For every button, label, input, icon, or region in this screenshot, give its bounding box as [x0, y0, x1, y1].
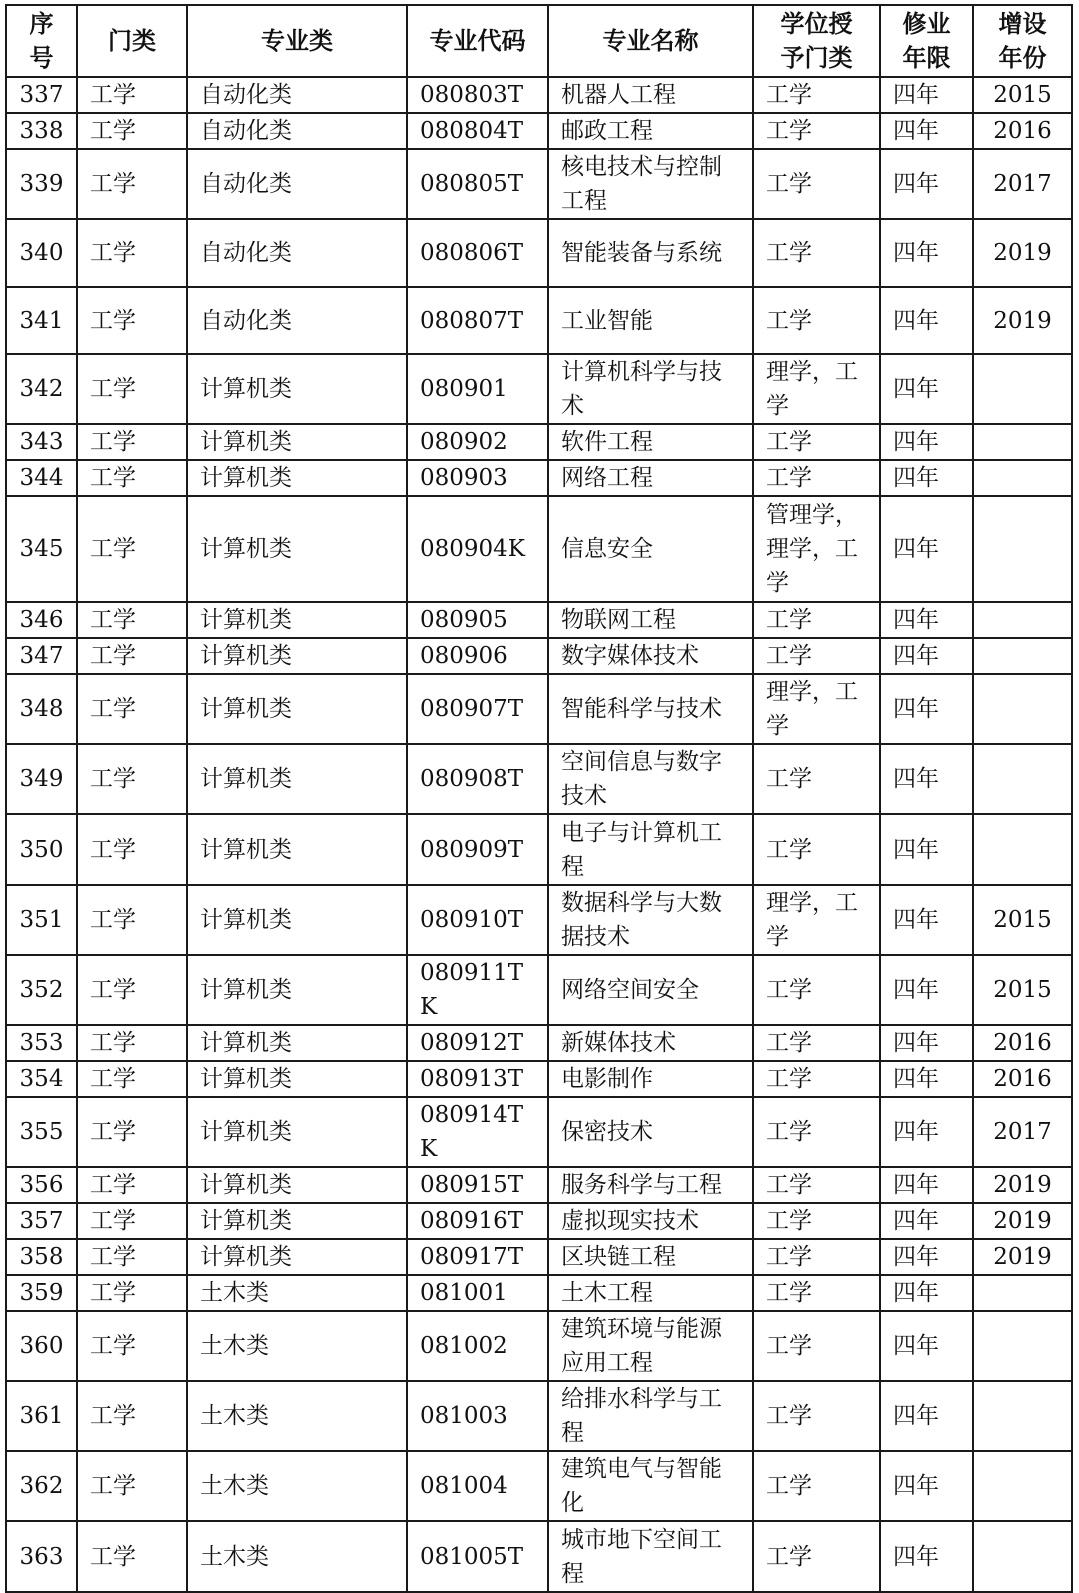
cell-category: 工学	[77, 219, 187, 287]
cell-study-duration: 四年	[880, 674, 973, 744]
cell-major-name: 土木工程	[548, 1275, 753, 1311]
cell-serial-no: 345	[6, 496, 77, 602]
header-major-name: 专业名称	[548, 5, 753, 77]
cell-degree-category: 工学	[753, 287, 880, 354]
cell-year-added: 2017	[973, 149, 1072, 219]
cell-degree-category: 工学	[753, 602, 880, 638]
cell-major-class: 土木类	[187, 1451, 407, 1521]
cell-major-class: 计算机类	[187, 744, 407, 814]
cell-year-added: 2015	[973, 77, 1072, 113]
cell-major-code: 081001	[407, 1275, 548, 1311]
cell-major-name: 数据科学与大数据技术	[548, 885, 753, 955]
cell-major-name: 邮政工程	[548, 113, 753, 149]
cell-major-code: 080913T	[407, 1061, 548, 1097]
cell-year-added	[973, 814, 1072, 885]
cell-major-class: 自动化类	[187, 149, 407, 219]
cell-serial-no: 362	[6, 1451, 77, 1521]
cell-major-code: 080914TK	[407, 1097, 548, 1167]
table-row	[6, 602, 1072, 638]
cell-major-code: 080806T	[407, 219, 548, 287]
cell-category: 工学	[77, 1381, 187, 1451]
table-row	[6, 1239, 1072, 1275]
cell-serial-no: 351	[6, 885, 77, 955]
cell-year-added: 2019	[973, 1203, 1072, 1239]
cell-study-duration: 四年	[880, 1275, 973, 1311]
cell-major-class: 计算机类	[187, 1239, 407, 1275]
cell-serial-no: 356	[6, 1167, 77, 1203]
cell-major-code: 080902	[407, 424, 548, 460]
cell-degree-category: 工学	[753, 1381, 880, 1451]
cell-serial-no: 349	[6, 744, 77, 814]
table-row	[6, 424, 1072, 460]
cell-degree-category: 工学	[753, 424, 880, 460]
cell-major-code: 080910T	[407, 885, 548, 955]
cell-serial-no: 361	[6, 1381, 77, 1451]
cell-major-name: 智能装备与系统	[548, 219, 753, 287]
cell-serial-no: 337	[6, 77, 77, 113]
cell-serial-no: 359	[6, 1275, 77, 1311]
cell-serial-no: 342	[6, 354, 77, 424]
cell-category: 工学	[77, 1061, 187, 1097]
cell-serial-no: 354	[6, 1061, 77, 1097]
cell-major-name: 计算机科学与技术	[548, 354, 753, 424]
cell-serial-no: 353	[6, 1025, 77, 1061]
cell-study-duration: 四年	[880, 354, 973, 424]
cell-degree-category: 工学	[753, 149, 880, 219]
cell-degree-category: 管理学，理学，工学	[753, 496, 880, 602]
cell-major-name: 虚拟现实技术	[548, 1203, 753, 1239]
table-body	[6, 77, 1072, 1592]
table-row	[6, 674, 1072, 744]
cell-study-duration: 四年	[880, 113, 973, 149]
cell-serial-no: 363	[6, 1521, 77, 1592]
cell-major-name: 服务科学与工程	[548, 1167, 753, 1203]
cell-major-name: 区块链工程	[548, 1239, 753, 1275]
cell-year-added: 2015	[973, 955, 1072, 1025]
cell-major-class: 计算机类	[187, 638, 407, 674]
cell-major-class: 计算机类	[187, 1097, 407, 1167]
cell-degree-category: 工学	[753, 638, 880, 674]
table-row	[6, 1167, 1072, 1203]
table-row	[6, 219, 1072, 287]
cell-degree-category: 工学	[753, 113, 880, 149]
cell-study-duration: 四年	[880, 602, 973, 638]
cell-category: 工学	[77, 424, 187, 460]
cell-year-added	[973, 1451, 1072, 1521]
cell-degree-category: 理学，工学	[753, 674, 880, 744]
cell-category: 工学	[77, 1167, 187, 1203]
table-row	[6, 1203, 1072, 1239]
table-row	[6, 955, 1072, 1025]
cell-major-name: 保密技术	[548, 1097, 753, 1167]
cell-category: 工学	[77, 744, 187, 814]
cell-degree-category: 工学	[753, 1025, 880, 1061]
cell-study-duration: 四年	[880, 460, 973, 496]
cell-serial-no: 340	[6, 219, 77, 287]
cell-study-duration: 四年	[880, 1025, 973, 1061]
cell-degree-category: 工学	[753, 1061, 880, 1097]
cell-major-name: 网络空间安全	[548, 955, 753, 1025]
cell-category: 工学	[77, 287, 187, 354]
cell-degree-category: 工学	[753, 1311, 880, 1381]
cell-major-class: 土木类	[187, 1381, 407, 1451]
cell-category: 工学	[77, 77, 187, 113]
cell-major-code: 080903	[407, 460, 548, 496]
cell-category: 工学	[77, 885, 187, 955]
cell-major-class: 土木类	[187, 1275, 407, 1311]
cell-major-name: 核电技术与控制工程	[548, 149, 753, 219]
cell-year-added: 2019	[973, 287, 1072, 354]
cell-study-duration: 四年	[880, 814, 973, 885]
cell-major-class: 计算机类	[187, 354, 407, 424]
cell-serial-no: 355	[6, 1097, 77, 1167]
cell-year-added: 2019	[973, 219, 1072, 287]
cell-year-added: 2016	[973, 113, 1072, 149]
cell-study-duration: 四年	[880, 219, 973, 287]
cell-major-name: 建筑环境与能源应用工程	[548, 1311, 753, 1381]
cell-study-duration: 四年	[880, 1521, 973, 1592]
cell-year-added	[973, 1311, 1072, 1381]
table-row	[6, 1061, 1072, 1097]
cell-major-code: 081002	[407, 1311, 548, 1381]
cell-category: 工学	[77, 1097, 187, 1167]
header-degree-category: 学位授 予门类	[753, 5, 880, 77]
cell-major-code: 080915T	[407, 1167, 548, 1203]
cell-category: 工学	[77, 113, 187, 149]
header-study-duration: 修业 年限	[880, 5, 973, 77]
cell-degree-category: 工学	[753, 1275, 880, 1311]
cell-serial-no: 350	[6, 814, 77, 885]
cell-study-duration: 四年	[880, 1239, 973, 1275]
cell-degree-category: 理学，工学	[753, 354, 880, 424]
cell-major-class: 计算机类	[187, 1061, 407, 1097]
table-row	[6, 460, 1072, 496]
cell-category: 工学	[77, 1025, 187, 1061]
cell-major-class: 自动化类	[187, 219, 407, 287]
cell-study-duration: 四年	[880, 885, 973, 955]
cell-major-class: 计算机类	[187, 1203, 407, 1239]
cell-degree-category: 工学	[753, 1521, 880, 1592]
cell-major-name: 机器人工程	[548, 77, 753, 113]
cell-major-class: 计算机类	[187, 674, 407, 744]
cell-degree-category: 理学，工学	[753, 885, 880, 955]
cell-major-name: 空间信息与数字技术	[548, 744, 753, 814]
cell-major-code: 080912T	[407, 1025, 548, 1061]
cell-major-class: 计算机类	[187, 496, 407, 602]
table-row	[6, 885, 1072, 955]
cell-major-name: 新媒体技术	[548, 1025, 753, 1061]
table-row	[6, 1275, 1072, 1311]
cell-study-duration: 四年	[880, 149, 973, 219]
cell-major-name: 电子与计算机工程	[548, 814, 753, 885]
cell-major-code: 080901	[407, 354, 548, 424]
cell-study-duration: 四年	[880, 287, 973, 354]
cell-year-added	[973, 354, 1072, 424]
cell-year-added: 2016	[973, 1025, 1072, 1061]
cell-major-name: 数字媒体技术	[548, 638, 753, 674]
cell-serial-no: 339	[6, 149, 77, 219]
table-row	[6, 1311, 1072, 1381]
cell-year-added: 2016	[973, 1061, 1072, 1097]
cell-study-duration: 四年	[880, 1061, 973, 1097]
cell-major-code: 080807T	[407, 287, 548, 354]
cell-major-code: 080803T	[407, 77, 548, 113]
header-category: 门类	[77, 5, 187, 77]
cell-study-duration: 四年	[880, 1451, 973, 1521]
cell-serial-no: 358	[6, 1239, 77, 1275]
cell-major-code: 080917T	[407, 1239, 548, 1275]
cell-year-added: 2015	[973, 885, 1072, 955]
table-row	[6, 1451, 1072, 1521]
cell-major-code: 080906	[407, 638, 548, 674]
cell-degree-category: 工学	[753, 1203, 880, 1239]
cell-year-added: 2019	[973, 1239, 1072, 1275]
cell-year-added	[973, 424, 1072, 460]
cell-category: 工学	[77, 496, 187, 602]
cell-serial-no: 360	[6, 1311, 77, 1381]
cell-serial-no: 341	[6, 287, 77, 354]
table-row	[6, 496, 1072, 602]
cell-year-added	[973, 460, 1072, 496]
cell-major-name: 信息安全	[548, 496, 753, 602]
cell-year-added	[973, 1381, 1072, 1451]
cell-major-name: 软件工程	[548, 424, 753, 460]
cell-category: 工学	[77, 674, 187, 744]
cell-degree-category: 工学	[753, 1167, 880, 1203]
cell-category: 工学	[77, 149, 187, 219]
cell-degree-category: 工学	[753, 814, 880, 885]
cell-category: 工学	[77, 1311, 187, 1381]
cell-category: 工学	[77, 460, 187, 496]
cell-major-class: 计算机类	[187, 885, 407, 955]
header-year-added: 增设 年份	[973, 5, 1072, 77]
table-row	[6, 113, 1072, 149]
table-header-row	[6, 5, 1072, 77]
cell-year-added: 2019	[973, 1167, 1072, 1203]
cell-serial-no: 352	[6, 955, 77, 1025]
cell-major-name: 城市地下空间工程	[548, 1521, 753, 1592]
cell-degree-category: 工学	[753, 77, 880, 113]
header-major-class: 专业类	[187, 5, 407, 77]
major-catalog-table	[5, 4, 1073, 1593]
cell-serial-no: 348	[6, 674, 77, 744]
table-row	[6, 744, 1072, 814]
cell-study-duration: 四年	[880, 496, 973, 602]
cell-major-class: 自动化类	[187, 287, 407, 354]
cell-study-duration: 四年	[880, 424, 973, 460]
cell-study-duration: 四年	[880, 1381, 973, 1451]
table-row	[6, 149, 1072, 219]
cell-major-name: 电影制作	[548, 1061, 753, 1097]
cell-major-name: 网络工程	[548, 460, 753, 496]
cell-major-class: 计算机类	[187, 955, 407, 1025]
cell-major-code: 080805T	[407, 149, 548, 219]
cell-major-class: 土木类	[187, 1521, 407, 1592]
cell-degree-category: 工学	[753, 460, 880, 496]
cell-major-code: 080907T	[407, 674, 548, 744]
cell-major-code: 081003	[407, 1381, 548, 1451]
cell-major-class: 土木类	[187, 1311, 407, 1381]
cell-degree-category: 工学	[753, 1451, 880, 1521]
cell-category: 工学	[77, 1239, 187, 1275]
cell-degree-category: 工学	[753, 955, 880, 1025]
cell-year-added	[973, 1521, 1072, 1592]
cell-serial-no: 346	[6, 602, 77, 638]
cell-study-duration: 四年	[880, 1203, 973, 1239]
cell-category: 工学	[77, 354, 187, 424]
cell-year-added	[973, 674, 1072, 744]
cell-study-duration: 四年	[880, 744, 973, 814]
cell-category: 工学	[77, 1275, 187, 1311]
cell-degree-category: 工学	[753, 1097, 880, 1167]
table-row	[6, 814, 1072, 885]
cell-category: 工学	[77, 1521, 187, 1592]
cell-year-added	[973, 638, 1072, 674]
cell-major-name: 物联网工程	[548, 602, 753, 638]
cell-degree-category: 工学	[753, 1239, 880, 1275]
cell-study-duration: 四年	[880, 1311, 973, 1381]
cell-category: 工学	[77, 955, 187, 1025]
table-row	[6, 1025, 1072, 1061]
cell-degree-category: 工学	[753, 744, 880, 814]
table-row	[6, 77, 1072, 113]
cell-major-class: 计算机类	[187, 1025, 407, 1061]
table-row	[6, 1097, 1072, 1167]
table-row	[6, 638, 1072, 674]
cell-category: 工学	[77, 602, 187, 638]
cell-major-name: 智能科学与技术	[548, 674, 753, 744]
cell-major-name: 给排水科学与工程	[548, 1381, 753, 1451]
cell-major-code: 080909T	[407, 814, 548, 885]
cell-category: 工学	[77, 1203, 187, 1239]
cell-major-code: 080904K	[407, 496, 548, 602]
cell-serial-no: 343	[6, 424, 77, 460]
cell-serial-no: 357	[6, 1203, 77, 1239]
cell-serial-no: 344	[6, 460, 77, 496]
cell-year-added	[973, 744, 1072, 814]
cell-year-added	[973, 496, 1072, 602]
cell-major-code: 080911TK	[407, 955, 548, 1025]
cell-major-class: 计算机类	[187, 814, 407, 885]
cell-major-class: 自动化类	[187, 113, 407, 149]
cell-major-code: 080804T	[407, 113, 548, 149]
cell-major-class: 自动化类	[187, 77, 407, 113]
cell-major-code: 081004	[407, 1451, 548, 1521]
cell-major-class: 计算机类	[187, 1167, 407, 1203]
cell-major-class: 计算机类	[187, 602, 407, 638]
cell-degree-category: 工学	[753, 219, 880, 287]
cell-serial-no: 347	[6, 638, 77, 674]
cell-study-duration: 四年	[880, 638, 973, 674]
cell-study-duration: 四年	[880, 77, 973, 113]
table-row	[6, 1521, 1072, 1592]
table-row	[6, 1381, 1072, 1451]
cell-major-code: 081005T	[407, 1521, 548, 1592]
cell-year-added	[973, 602, 1072, 638]
cell-year-added	[973, 1275, 1072, 1311]
cell-major-name: 建筑电气与智能化	[548, 1451, 753, 1521]
table-row	[6, 287, 1072, 354]
table-row	[6, 354, 1072, 424]
cell-study-duration: 四年	[880, 1097, 973, 1167]
cell-major-class: 计算机类	[187, 424, 407, 460]
cell-study-duration: 四年	[880, 955, 973, 1025]
cell-category: 工学	[77, 814, 187, 885]
cell-year-added: 2017	[973, 1097, 1072, 1167]
cell-major-code: 080908T	[407, 744, 548, 814]
cell-major-class: 计算机类	[187, 460, 407, 496]
cell-study-duration: 四年	[880, 1167, 973, 1203]
cell-serial-no: 338	[6, 113, 77, 149]
header-serial-no: 序 号	[6, 5, 77, 77]
cell-category: 工学	[77, 638, 187, 674]
cell-major-name: 工业智能	[548, 287, 753, 354]
header-major-code: 专业代码	[407, 5, 548, 77]
cell-major-code: 080905	[407, 602, 548, 638]
cell-category: 工学	[77, 1451, 187, 1521]
cell-major-code: 080916T	[407, 1203, 548, 1239]
